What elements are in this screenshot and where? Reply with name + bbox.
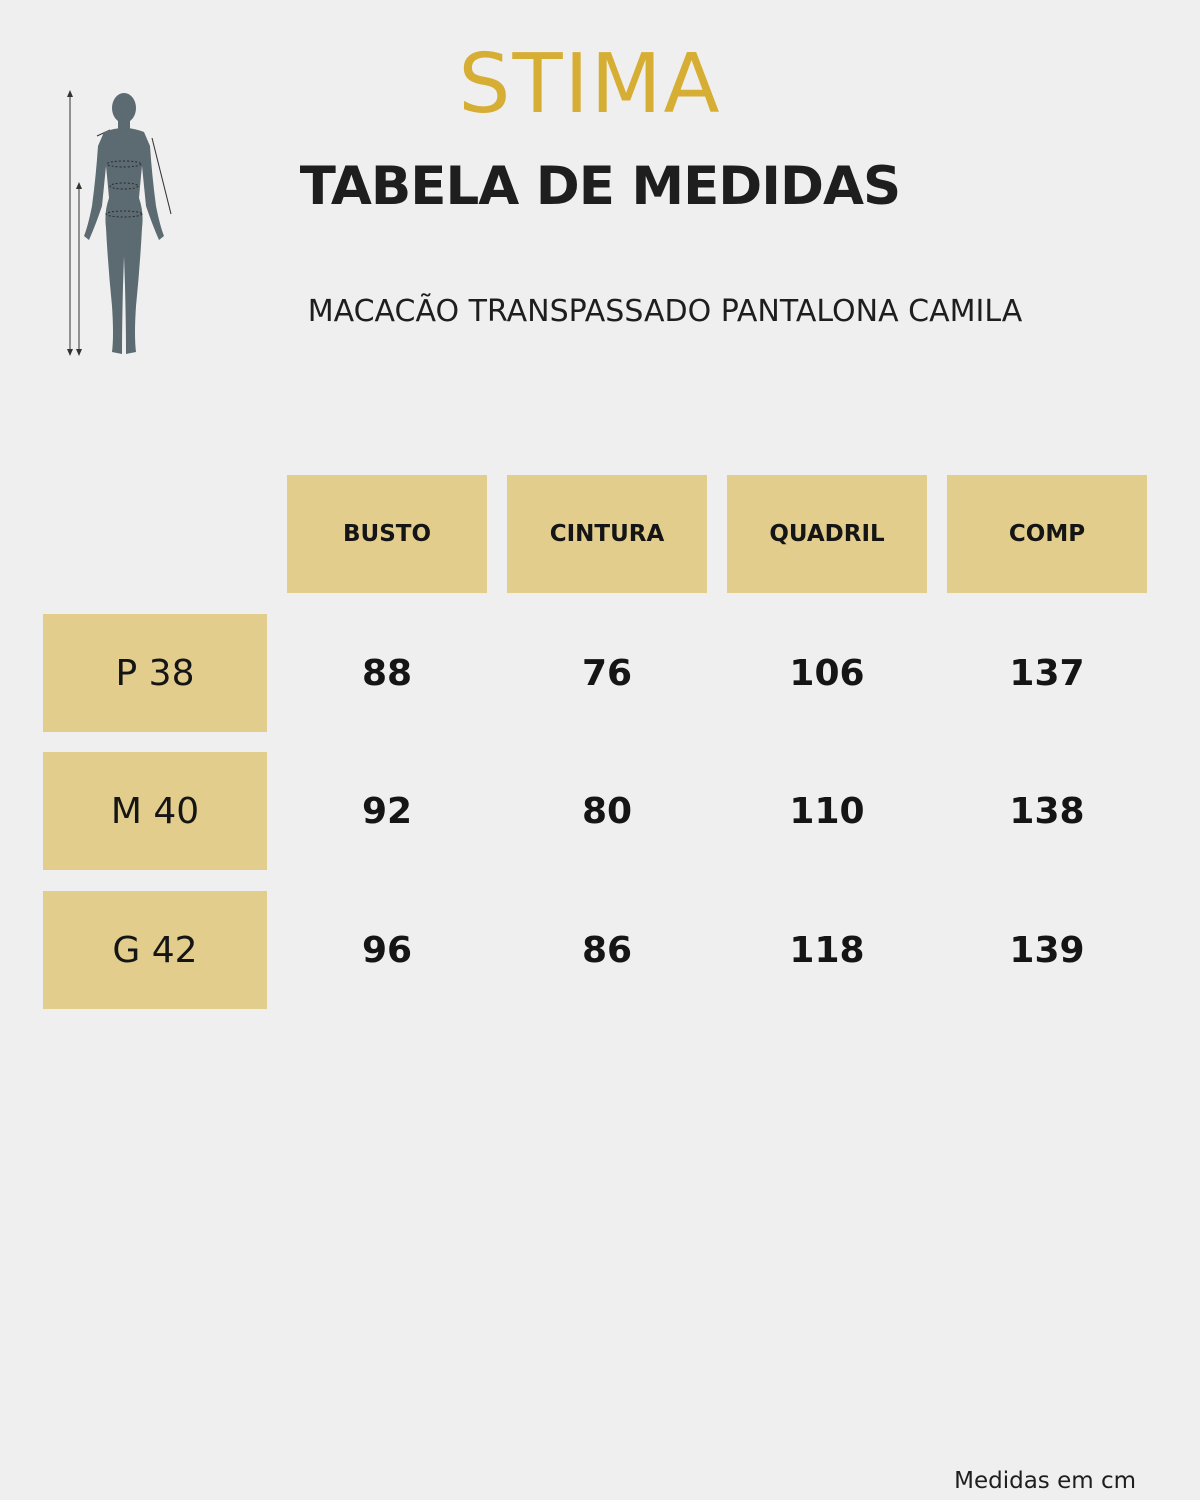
product-name: MACACÃO TRANSPASSADO PANTALONA CAMILA: [307, 294, 1023, 329]
value-cell: 138: [1009, 790, 1085, 832]
size-label-m40: M 40: [43, 752, 267, 870]
page-title: TABELA DE MEDIDAS: [299, 156, 901, 217]
value-cell: 92: [361, 790, 413, 832]
size-label-g42: G 42: [43, 891, 267, 1009]
value-cell: 86: [581, 929, 633, 971]
value-cell: 110: [789, 790, 865, 832]
column-header-comp: COMP: [947, 475, 1147, 593]
value-cell: 137: [1009, 652, 1085, 694]
value-cell: 76: [581, 652, 633, 694]
column-header-busto: BUSTO: [287, 475, 487, 593]
size-label-p38: P 38: [43, 614, 267, 732]
value-cell: 106: [789, 652, 865, 694]
value-cell: 88: [361, 652, 413, 694]
value-cell: 96: [361, 929, 413, 971]
value-cell: 118: [789, 929, 865, 971]
brand-logo: STIMA: [458, 37, 722, 132]
units-footnote: Medidas em cm: [954, 1468, 1136, 1494]
column-header-quadril: QUADRIL: [727, 475, 927, 593]
body-measurement-icon: [60, 86, 180, 362]
column-header-cintura: CINTURA: [507, 475, 707, 593]
value-cell: 139: [1009, 929, 1085, 971]
value-cell: 80: [581, 790, 633, 832]
